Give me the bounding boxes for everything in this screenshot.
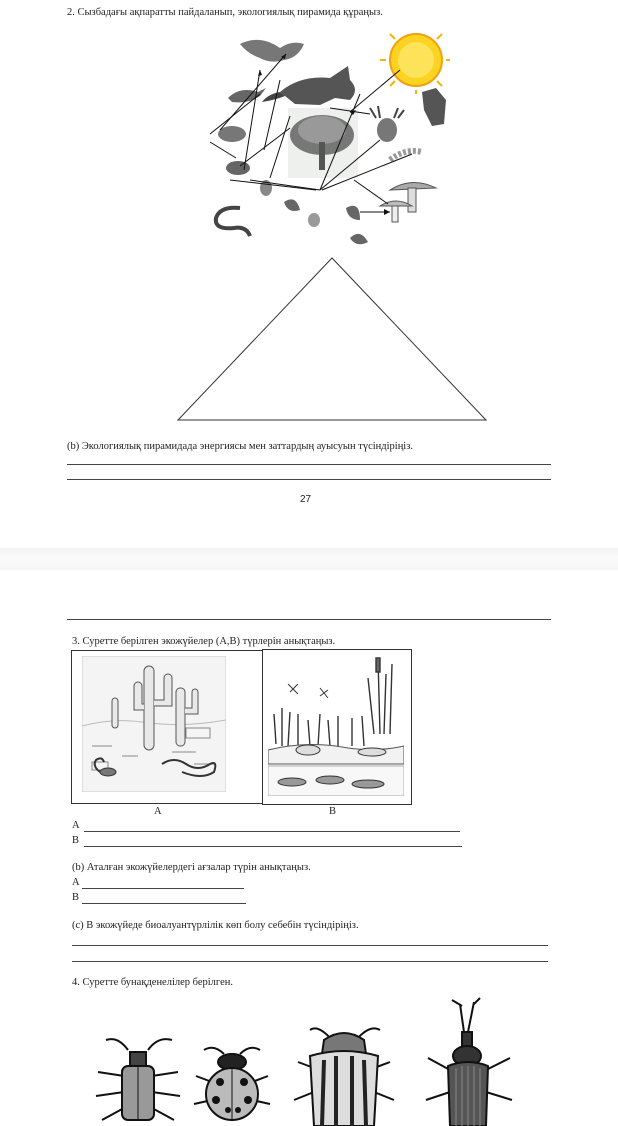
page-separator <box>0 548 618 570</box>
answer-a-line[interactable] <box>84 831 460 832</box>
answer-3b-a-prefix: А <box>72 877 80 888</box>
answer-3b-a-line[interactable] <box>82 888 244 889</box>
question-3c-text: (c) В экожүйеде биоалуантүрлілік көп болу себебін түсіндіріңіз. <box>72 920 359 931</box>
deer-icon <box>370 106 404 142</box>
answer-b-line[interactable] <box>84 846 462 847</box>
question-2b-text: (b) Экологиялық пирамидада энергиясы мен заттардың ауысуын түсіндіріңіз. <box>67 441 413 452</box>
top-answer-line[interactable] <box>67 619 551 620</box>
weevil-icon <box>426 998 512 1126</box>
question-4-title: 4. Суретте бунақденелілер берілген. <box>72 977 233 988</box>
page-number: 27 <box>300 494 312 505</box>
pond-ecosystem-illustration <box>268 654 404 796</box>
leaf-icon <box>284 199 368 244</box>
answer-line[interactable] <box>67 464 551 465</box>
wolf-icon <box>422 88 446 126</box>
answer-a-prefix: А <box>72 820 80 831</box>
food-web-illustration <box>200 30 450 255</box>
ecosystem-b-label: В <box>329 806 337 817</box>
insects-row <box>88 996 538 1126</box>
answer-3b-b-prefix: В <box>72 892 80 903</box>
answer-line[interactable] <box>67 479 551 480</box>
ecosystem-a-label: А <box>154 806 162 817</box>
desert-ecosystem-illustration <box>82 656 226 792</box>
mushroom-icon <box>380 182 436 222</box>
frog-icon <box>218 126 246 142</box>
question-2-title: 2. Сызбадағы ақпаратты пайдаланып, экологиялық пирамида құраңыз. <box>67 7 383 18</box>
bird-icon <box>228 88 266 102</box>
dragonfly-icon <box>288 684 328 698</box>
question-3-title: 3. Суретте берілген экожүйелер (А,В) түрлерін анықтаңыз. <box>72 636 336 647</box>
answer-line[interactable] <box>72 961 548 962</box>
owl-icon <box>240 40 304 62</box>
ladybug-icon <box>194 1048 270 1120</box>
sun-icon <box>380 30 450 94</box>
mouse-icon <box>226 161 250 175</box>
answer-3b-b-line[interactable] <box>82 903 246 904</box>
empty-pyramid[interactable] <box>176 256 488 422</box>
answer-b-prefix: В <box>72 835 80 846</box>
worm-icon <box>216 208 250 236</box>
caterpillar-icon <box>390 151 422 160</box>
colorado-beetle-icon <box>294 1028 394 1126</box>
answer-line[interactable] <box>72 945 548 946</box>
question-3b-text: (b) Аталған экожүйелердегі ағзалар түрін анықтаңыз. <box>72 862 311 873</box>
beetle-icon <box>96 1039 180 1120</box>
